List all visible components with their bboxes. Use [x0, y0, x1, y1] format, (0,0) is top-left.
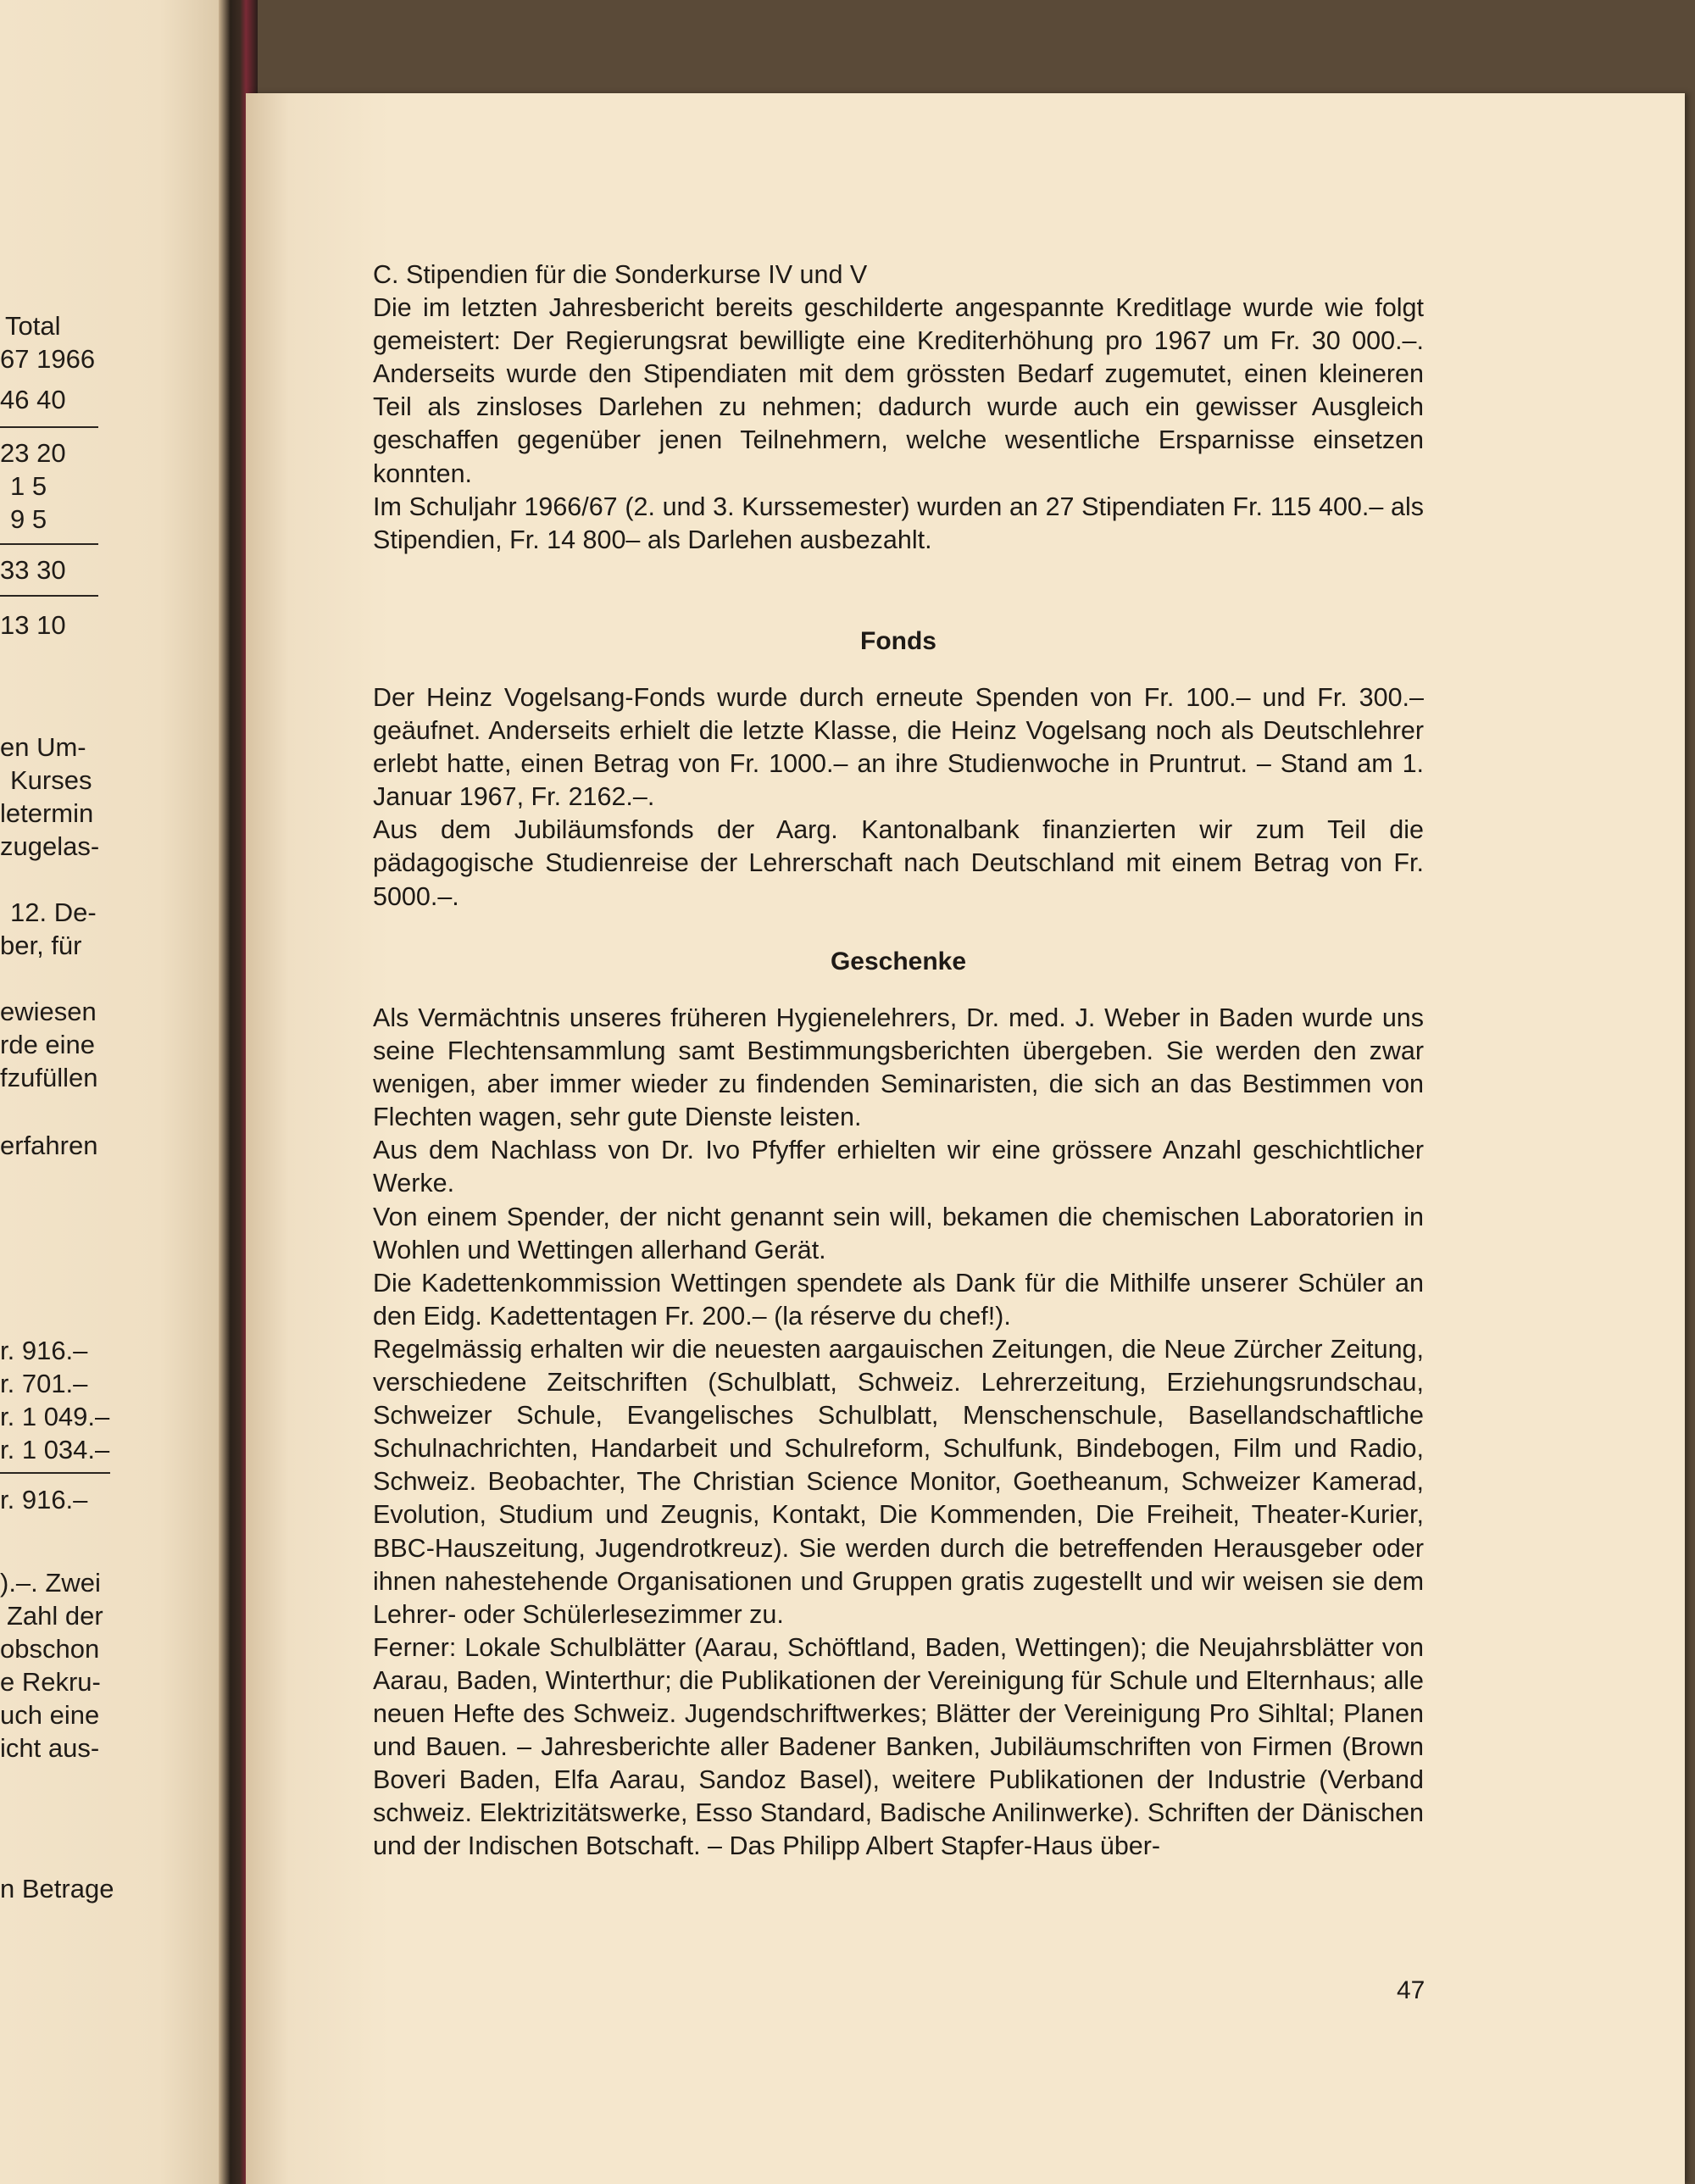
left-line: ber, für: [0, 931, 82, 960]
geschenke-block: [373, 1002, 1424, 1863]
left-line: Zahl der: [7, 1601, 103, 1631]
paragraph: Aus dem Nachlass von Dr. Ivo Pfyffer erhielten wir eine grössere Anzahl geschichtlicher Werke.: [373, 1136, 1424, 1198]
fonds-block: [373, 681, 1424, 914]
table-rule: [0, 543, 98, 545]
left-line: r. 701.–: [0, 1369, 88, 1398]
left-line: 1 5: [10, 471, 47, 501]
left-line: 46 40: [0, 385, 66, 414]
left-line: zugelas-: [0, 831, 100, 861]
left-line: ).–. Zwei: [0, 1568, 101, 1598]
left-line: 67 1966: [0, 344, 96, 374]
left-line: icht aus-: [0, 1733, 100, 1763]
paragraph: Von einem Spender, der nicht genannt sein will, bekamen die chemischen Laboratorien in Wohlen und Wettingen allerhand Gerät.: [373, 1202, 1424, 1264]
paragraph: Im Schuljahr 1966/67 (2. und 3. Kurssemester) wurden an 27 Stipendiaten Fr. 115 400.– als Stipendien, Fr. 14 800– als Darlehen ausbezahlt.: [373, 492, 1424, 554]
left-page: [0, 0, 229, 2184]
left-line: 13 10: [0, 610, 66, 640]
page-number: 47: [1397, 1976, 1425, 2004]
left-line: obschon: [0, 1634, 100, 1664]
paragraph: Der Heinz Vogelsang-Fonds wurde durch erneute Spenden von Fr. 100.– und Fr. 300.– geäufnet. Anderseits erhielt die letzte Klasse, die Heinz Vogelsang noch als Deutschlehrer erlebt hatte, einen Betrag von Fr. 1000.– an ihre Studienwoche in Pruntrut. – Stand am 1. Januar 1967, Fr. 2162.–.: [373, 683, 1424, 812]
left-line: 9 5: [10, 504, 47, 534]
left-line: r. 1 049.–: [0, 1402, 110, 1431]
paragraph: Regelmässig erhalten wir die neuesten aargauischen Zeitungen, die Neue Zürcher Zeitung, verschiedene Zeitschriften (Schulblatt, Schweiz. Lehrerzeitung, Erziehungsrundschau, Schweizer Schule, Evangelisches Schulblatt, Menschenschule, Basellandschaftliche Schulnachrichten, Handarbeit und Schulreform, Schulfunk, Bindebogen, Film und Radio, Schweiz. Beobachter, The Christian Science Monitor, Goetheanum, Schweizer Kamerad, Evolution, Studium und Zeugnis, Kontakt, Die Kommenden, Die Freiheit, Theater-Kurier, BBC-Hauszeitung, Jugendrotkreuz). Sie werden durch die betreffenden Herausgeber oder ihnen nahestehende Organisationen und Gruppen gratis zugestellt und wir weisen sie dem Lehrer- oder Schülerlesezimmer zu.: [373, 1334, 1424, 1629]
geschenke-heading: Geschenke: [830, 948, 967, 975]
left-line: r. 1 034.–: [0, 1435, 110, 1464]
paragraph: Aus dem Jubiläumsfonds der Aarg. Kantonalbank finanzierten wir zum Teil die pädagogische Studienreise der Lehrerschaft nach Deutschland mit einem Betrag von Fr. 5000.–.: [373, 815, 1424, 911]
left-line: e Rekru-: [0, 1667, 101, 1697]
left-line: r. 916.–: [0, 1485, 88, 1514]
left-line: 23 20: [0, 438, 66, 468]
paragraph: Als Vermächtnis unseres früheren Hygienelehrers, Dr. med. J. Weber in Baden wurde uns seine Flechtensammlung samt Bestimmungsberichten übergeben. Sie werden den zwar wenigen, aber immer wieder zu findenden Seminaristen, die sich an das Bestimmen von Flechten wagen, sehr gute Dienste leisten.: [373, 1003, 1424, 1132]
left-line: 33 30: [0, 555, 66, 585]
left-line: uch eine: [0, 1700, 100, 1730]
left-line: letermin: [0, 798, 94, 828]
paragraph: Die Kadettenkommission Wettingen spendete als Dank für die Mithilfe unserer Schüler an den Eidg. Kadettentagen Fr. 200.– (la réserve du chef!).: [373, 1268, 1424, 1331]
left-line: erfahren: [0, 1131, 98, 1160]
left-line: en Um-: [0, 732, 86, 762]
table-rule: [0, 426, 98, 428]
left-line: fzufüllen: [0, 1063, 98, 1092]
left-line: r. 916.–: [0, 1336, 88, 1365]
section-c-title: C. Stipendien für die Sonderkurse IV und V: [373, 260, 868, 289]
left-line: rde eine: [0, 1030, 96, 1059]
fonds-heading: Fonds: [860, 627, 936, 655]
paragraph: Die im letzten Jahresbericht bereits geschilderte angespannte Kreditlage wurde wie folgt gemeistert: Der Regierungsrat bewilligte eine Krediterhöhung pro 1967 um Fr. 30 000.–. Anderseits wurde den Stipendiaten mit dem grössten Bedarf zugemutet, einen kleineren Teil als zinsloses Darlehen zu nehmen; dadurch wurde auch ein gewisser Ausgleich geschaffen gegenüber jenen Teilnehmern, welche wesentliche Ersparnisse einsetzen konnten.: [373, 293, 1424, 488]
table-rule: [0, 1472, 110, 1474]
paragraph: Ferner: Lokale Schulblätter (Aarau, Schöftland, Baden, Wettingen); die Neujahrsblätter von Aarau, Baden, Winterthur; die Publikationen der Vereinigung für Schule und Elternhaus; alle neuen Hefte des Schweiz. Jugendschriftwerkes; Blätter der Vereinigung Pro Sihltal; Planen und Bauen. – Jahresberichte aller Badener Banken, Jubiläumschriften von Firmen (Brown Boveri Baden, Elfa Aarau, Sandoz Basel), weitere Publikationen der Industrie (Verband schweiz. Elektrizitätswerke, Esso Standard, Badische Anilinwerke). Schriften der Dänischen und der Indischen Botschaft. – Das Philipp Albert Stapfer-Haus über-: [373, 1632, 1424, 1861]
left-line: Total: [5, 311, 61, 341]
section-c-block: [373, 258, 1424, 557]
left-line: Kurses: [10, 765, 92, 795]
left-line: ewiesen: [0, 997, 97, 1026]
table-rule: [0, 595, 98, 597]
left-line: 12. De-: [10, 897, 97, 927]
left-line: n Betrage: [0, 1874, 114, 1903]
